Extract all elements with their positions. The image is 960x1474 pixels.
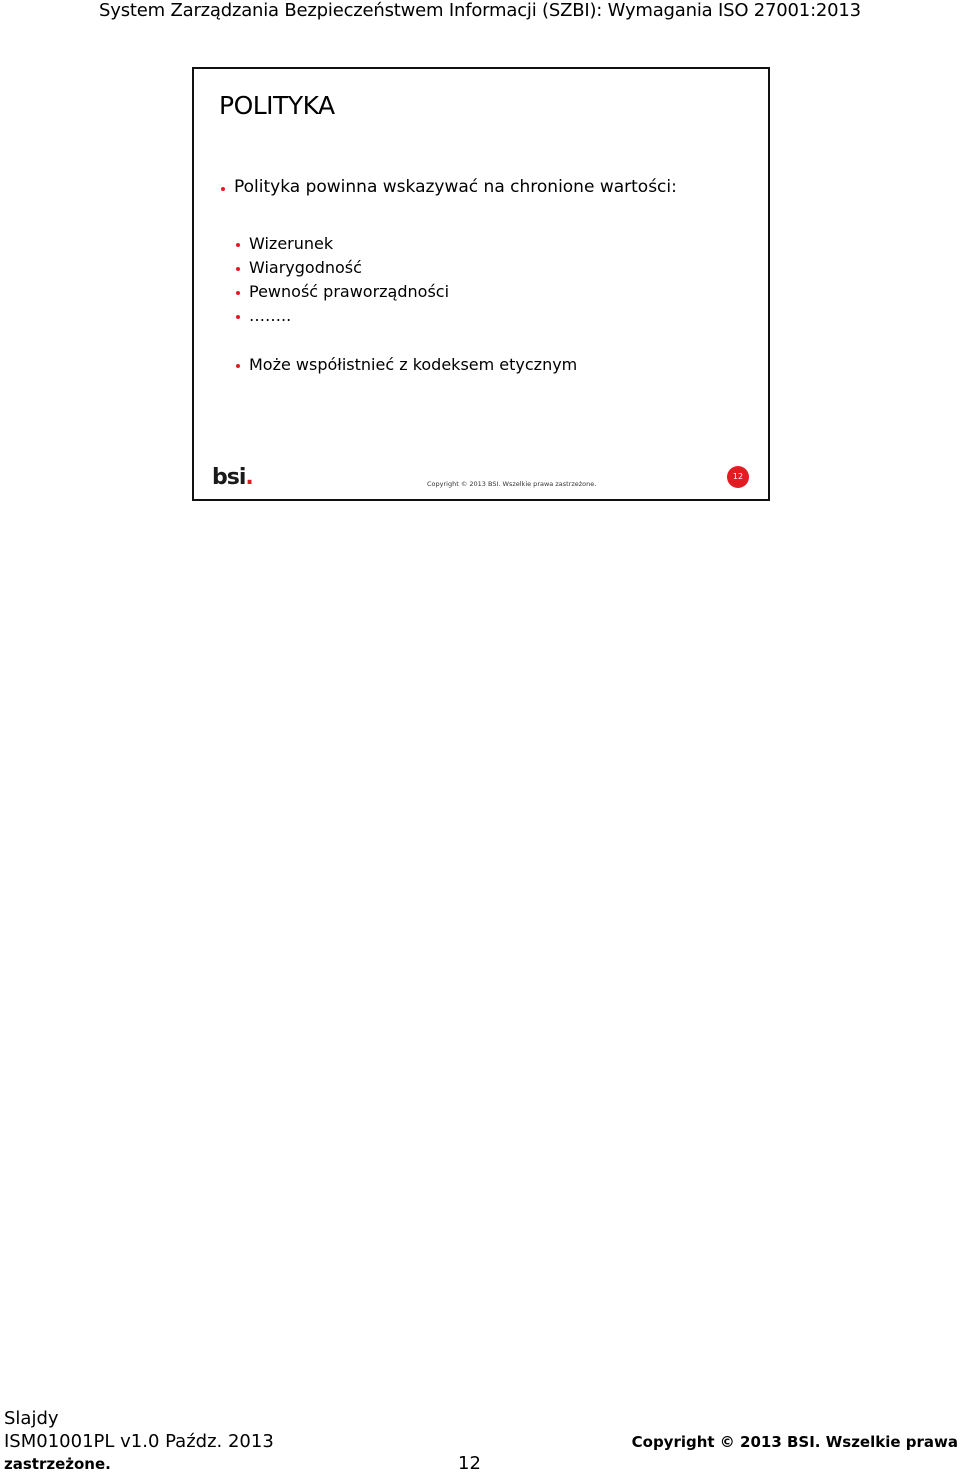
slide-title: POLITYKA [219,91,335,120]
sub-bullet-text: Może współistnieć z kodeksem etycznym [249,355,578,374]
logo-dot: . [245,465,253,490]
bullet-dot-icon [236,243,240,247]
main-bullet-text: Polityka powinna wskazywać na chronione wartości: [234,177,677,197]
document-header-title: System Zarządzania Bezpieczeństwem Informacji (SZBI): Wymagania ISO 27001:2013 [99,0,861,21]
sub-bullet-text: …….. [249,306,292,325]
sub-bullet [249,258,362,277]
sub-bullet-text: Pewność praworządności [249,282,450,301]
sub-bullet [249,234,333,253]
bullet-dot-icon [236,315,240,319]
bullet-dot-icon [236,267,240,271]
bullet-dot-icon [236,364,240,368]
bullet-dot-icon [236,291,240,295]
footer-rights-continued: zastrzeżone. [4,1455,111,1473]
slide-thumbnail [192,67,770,501]
bullet-dot-icon [221,187,225,191]
footer-slides-label: Slajdy [4,1408,59,1429]
sub-bullet-text: Wizerunek [249,234,334,253]
bsi-logo [212,465,253,490]
footer-page-number: 12 [458,1453,481,1474]
main-bullet [234,177,677,197]
footer-copyright: Copyright © 2013 BSI. Wszelkie prawa [631,1433,958,1451]
logo-text: bsi [212,465,246,490]
footer-document-version: ISM01001PL v1.0 Paźdz. 2013 [4,1431,274,1452]
slide-copyright: Copyright © 2013 BSI. Wszelkie prawa zastrzeżone. [427,480,597,488]
sub-bullet-text: Wiarygodność [249,258,362,277]
sub-bullet [249,306,291,325]
slide-number-badge: 12 [727,466,749,488]
sub-bullet [249,355,577,374]
sub-bullet [249,282,449,301]
